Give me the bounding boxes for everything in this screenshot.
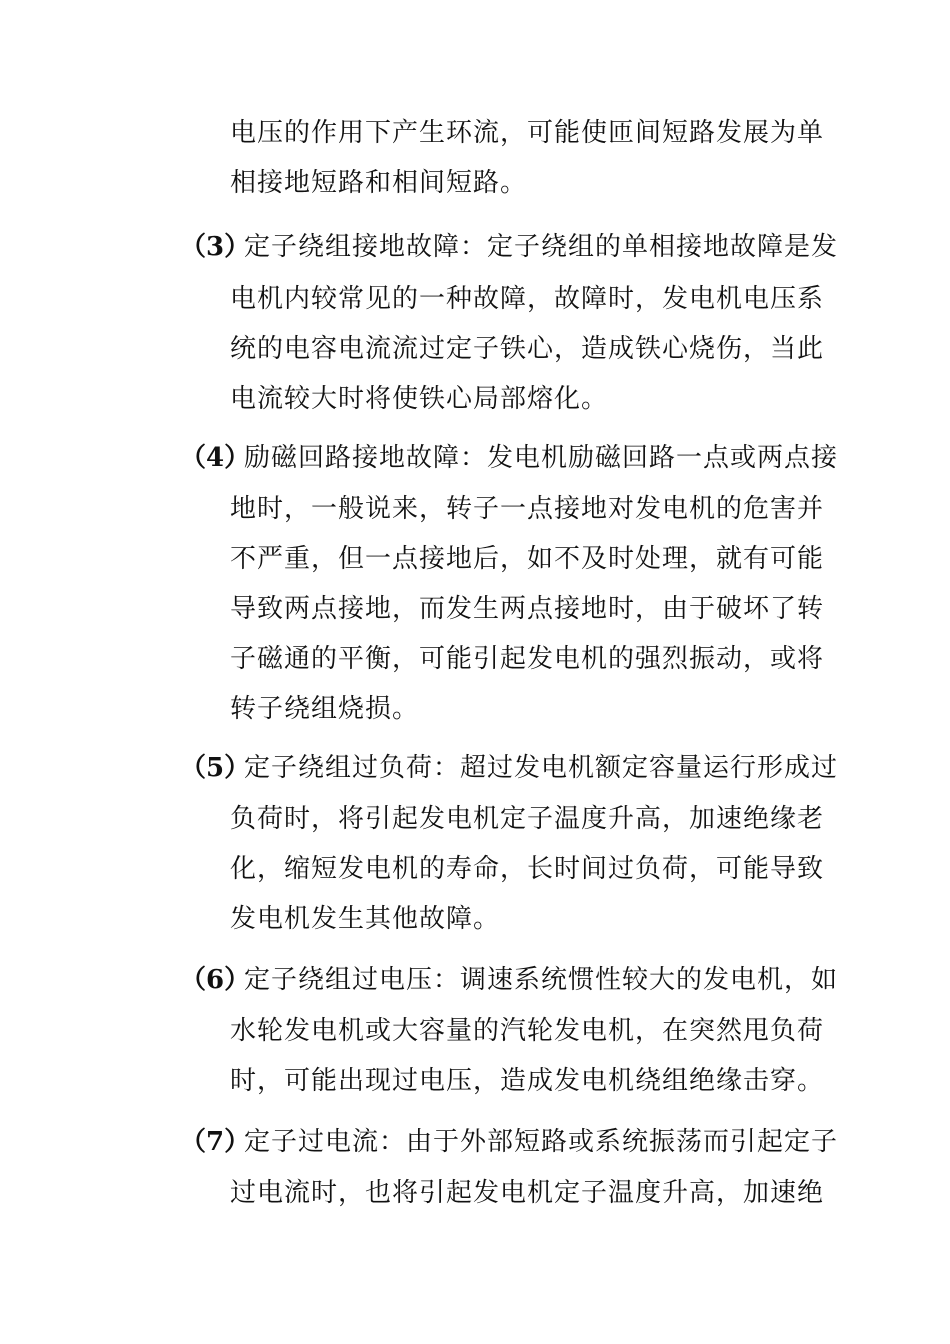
- list-item-number: （7）: [180, 1127, 251, 1157]
- list-item-number: （5）: [180, 753, 251, 783]
- list-item-first-line: 定子绕组过负荷：超过发电机额定容量运行形成过: [244, 753, 839, 783]
- paragraph-line: 发电机发生其他故障。: [230, 904, 501, 934]
- paragraph-line: 水轮发电机或大容量的汽轮发电机，在突然甩负荷: [230, 1016, 825, 1046]
- paragraph-line: 过电流时，也将引起发电机定子温度升高，加速绝: [230, 1178, 825, 1208]
- paragraph-line: 地时，一般说来，转子一点接地对发电机的危害并: [230, 494, 825, 524]
- paragraph-line: 电机内较常见的一种故障，故障时，发电机电压系: [230, 284, 825, 314]
- paragraph-line: 统的电容电流流过定子铁心，造成铁心烧伤，当此: [230, 334, 825, 364]
- list-item-number: （4）: [180, 443, 251, 473]
- paragraph-line: 子磁通的平衡，可能引起发电机的强烈振动，或将: [230, 644, 825, 674]
- paragraph-line: 化，缩短发电机的寿命，长时间过负荷，可能导致: [230, 854, 825, 884]
- list-item-first-line: 励磁回路接地故障：发电机励磁回路一点或两点接: [244, 443, 839, 473]
- list-item-number: （6）: [180, 965, 251, 995]
- list-item-first-line: 定子过电流：由于外部短路或系统振荡而引起定子: [244, 1127, 839, 1157]
- list-item-first-line: 定子绕组过电压：调速系统惯性较大的发电机，如: [244, 965, 839, 995]
- paragraph-line: 电流较大时将使铁心局部熔化。: [230, 384, 609, 414]
- paragraph-line: 相接地短路和相间短路。: [230, 168, 528, 198]
- paragraph-line: 转子绕组烧损。: [230, 694, 420, 724]
- paragraph-line: 时，可能出现过电压，造成发电机绕组绝缘击穿。: [230, 1066, 825, 1096]
- paragraph-line: 负荷时，将引起发电机定子温度升高，加速绝缘老: [230, 804, 825, 834]
- paragraph-line: 不严重，但一点接地后，如不及时处理，就有可能: [230, 544, 825, 574]
- list-item-first-line: 定子绕组接地故障：定子绕组的单相接地故障是发: [244, 232, 839, 262]
- paragraph-line: 电压的作用下产生环流，可能使匝间短路发展为单: [230, 118, 825, 148]
- list-item-number: （3）: [180, 232, 251, 262]
- paragraph-line: 导致两点接地，而发生两点接地时，由于破坏了转: [230, 594, 825, 624]
